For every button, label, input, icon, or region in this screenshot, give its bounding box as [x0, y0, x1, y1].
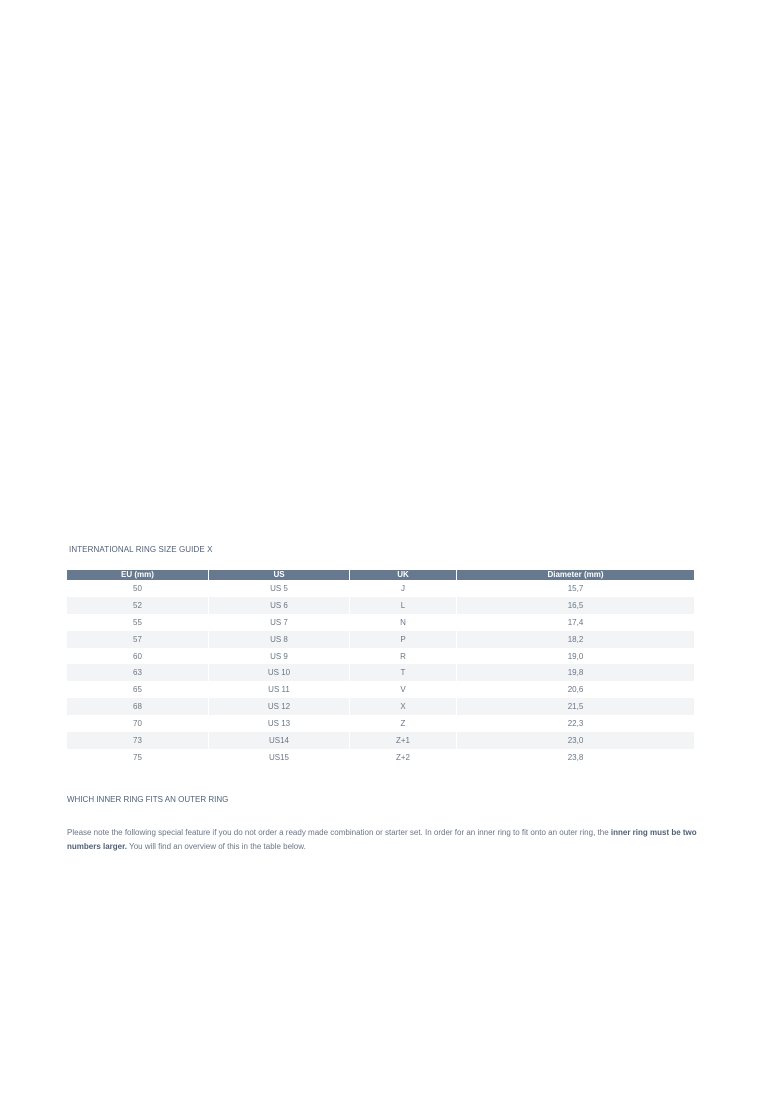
table-row	[67, 681, 694, 698]
header-diameter: Diameter (mm)	[457, 570, 694, 580]
header-eu: EU (mm)	[67, 570, 209, 580]
ring-size-table	[67, 570, 694, 766]
table-row	[67, 631, 694, 648]
cell-us: US 9	[209, 648, 350, 665]
cell-diameter: 19,0	[457, 648, 694, 665]
cell-eu: 70	[67, 715, 209, 732]
inner-ring-note	[67, 826, 697, 854]
cell-eu: 68	[67, 698, 209, 715]
cell-uk: Z	[350, 715, 457, 732]
cell-diameter: 23,0	[457, 732, 694, 749]
cell-us: US 13	[209, 715, 350, 732]
table-row	[67, 597, 694, 614]
cell-eu: 50	[67, 580, 209, 597]
cell-uk: T	[350, 664, 457, 681]
header-uk: UK	[350, 570, 457, 580]
cell-diameter: 19,8	[457, 664, 694, 681]
cell-uk: L	[350, 597, 457, 614]
cell-diameter: 17,4	[457, 614, 694, 631]
cell-us: US14	[209, 732, 350, 749]
cell-diameter: 18,2	[457, 631, 694, 648]
cell-us: US 12	[209, 698, 350, 715]
cell-eu: 55	[67, 614, 209, 631]
table-row	[67, 664, 694, 681]
cell-us: US 11	[209, 681, 350, 698]
cell-eu: 57	[67, 631, 209, 648]
cell-diameter: 20,6	[457, 681, 694, 698]
ring-size-guide-title: INTERNATIONAL RING SIZE GUIDE X	[69, 545, 213, 554]
cell-eu: 60	[67, 648, 209, 665]
cell-us: US 8	[209, 631, 350, 648]
cell-eu: 63	[67, 664, 209, 681]
cell-uk: X	[350, 698, 457, 715]
cell-diameter: 23,8	[457, 749, 694, 766]
table-row	[67, 732, 694, 749]
cell-uk: J	[350, 580, 457, 597]
table-row	[67, 580, 694, 597]
inner-outer-ring-heading: WHICH INNER RING FITS AN OUTER RING	[67, 795, 229, 804]
cell-diameter: 16,5	[457, 597, 694, 614]
cell-uk: V	[350, 681, 457, 698]
cell-uk: N	[350, 614, 457, 631]
cell-us: US 5	[209, 580, 350, 597]
table-row	[67, 715, 694, 732]
note-text-part2: You will find an overview of this in the table below.	[127, 842, 306, 851]
cell-uk: Z+1	[350, 732, 457, 749]
cell-uk: R	[350, 648, 457, 665]
table-row	[67, 614, 694, 631]
cell-diameter: 15,7	[457, 580, 694, 597]
note-emphasis: inner ring must be two numbers larger.	[67, 828, 697, 851]
cell-us: US 10	[209, 664, 350, 681]
table-row	[67, 698, 694, 715]
note-text-part1: Please note the following special feature if you do not order a ready made combination or starter set. In order for an inner ring to fit onto an outer ring, the	[67, 828, 611, 837]
cell-eu: 65	[67, 681, 209, 698]
header-us: US	[209, 570, 350, 580]
cell-us: US15	[209, 749, 350, 766]
cell-us: US 6	[209, 597, 350, 614]
cell-uk: Z+2	[350, 749, 457, 766]
table-row	[67, 749, 694, 766]
cell-diameter: 21,5	[457, 698, 694, 715]
cell-diameter: 22,3	[457, 715, 694, 732]
table-row	[67, 648, 694, 665]
table-header-row	[67, 570, 694, 580]
cell-eu: 75	[67, 749, 209, 766]
cell-eu: 73	[67, 732, 209, 749]
cell-uk: P	[350, 631, 457, 648]
cell-us: US 7	[209, 614, 350, 631]
cell-eu: 52	[67, 597, 209, 614]
